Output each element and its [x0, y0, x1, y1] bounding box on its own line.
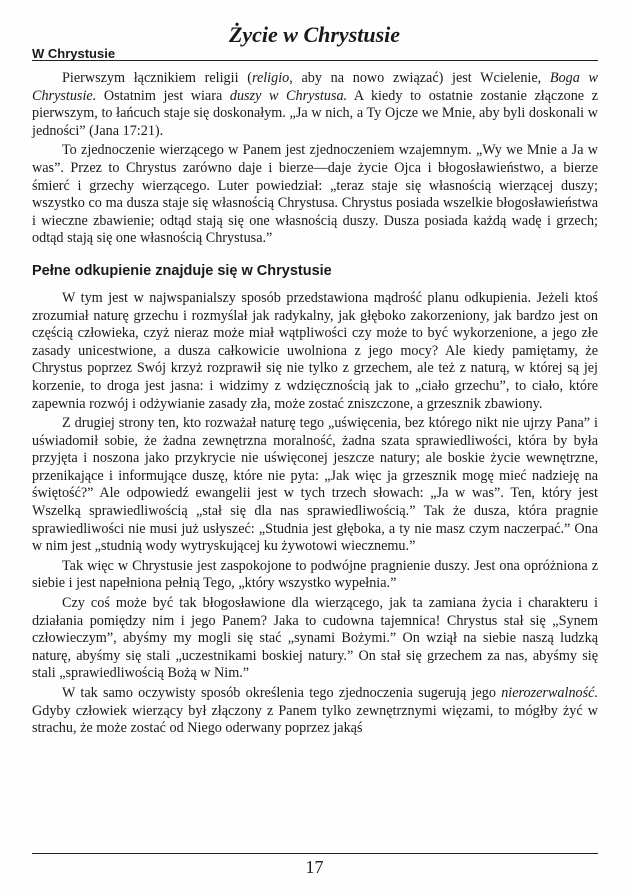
page-title: Życie w Chrystusie	[228, 22, 401, 47]
text-span: Gdyby człowiek wierzący był złączony z Panem tylko zewnętrznymi więzami, to mógłby żyć w strachu, że może zostać od Niego oderwany poprzez jakąś	[32, 702, 598, 737]
italic-term: religio	[251, 70, 290, 86]
section-heading: Pełne odkupienie znajduje się w Chrystusie	[32, 262, 332, 279]
paragraph-5: Tak więc w Chrystusie jest zaspokojone to podwójne pragnienie duszy. Jest ona opróżniona z siebie i jest napełniona pełnią Tego, „który wszystko wypełnia.”	[32, 557, 598, 592]
italic-term: Boga w Chrystusie.	[32, 70, 599, 104]
running-section-label: W Chrystusie	[32, 46, 116, 61]
text-span: Pierwszym łącznikiem religii (	[62, 70, 252, 86]
paragraph-2: To zjednoczenie wierzącego w Panem jest zjednoczeniem wzajemnym. „Wy we Mnie a Ja w was”. Przez to Chrystus zarówno daje i bierze—daje życie Ojca i błogosławieństwo, a bierze śmierć i grzechy wierzącego. Luter powiedział: „teraz staje się własnością wierzącej duszy; wszystko co ma dusza staje się własnością Chrystusa. Chrystus posiada wszelkie błogosławieństwa i wieczne zbawienie; odtąd stają się one własnością duszy. Dusza posiada każdą wadę i grzech; odtąd stają się one własnością Chrystusa.”	[32, 142, 598, 247]
paragraph-1	[32, 70, 598, 140]
text-span: W tak samo oczywisty sposób określenia tego zjednoczenia sugerują jego	[62, 685, 502, 701]
page-number: 17	[305, 857, 324, 877]
footer-divider	[32, 853, 598, 854]
paragraph-3: W tym jest w najwspanialszy sposób przedstawiona mądrość planu odkupienia. Jeżeli ktoś zrozumiał naturę grzechu i rozmyślał jak radykalny, jak głęboko zakorzeniony, jak bardzo jest on częścią człowieka, czyż nieraz może miał wątpliwości czy może to być wykorzenione, a jego złe zasady unicestwione, a dusza całkowicie uwolniona z jego mocy? Ale kiedy pamiętamy, że Chrystus poprzez Swój krzyż rozprawił się nie tylko z grzechem, ale też z naturą, w której są jej korzenie, to droga jest jasna: i widzimy z wdzięcznością jak to „ciało grzechu”, to ciało, które zapewnia rozwój i odżywianie zasady zła, może zostać zniszczone, a grzesznik zbawiony.	[32, 289, 598, 412]
text-span: A kiedy to ostatnie zostanie złączone z pierwszym, to łańcuch staje się doskonałym. „Ja w nich, a Ty Ojcze we Mnie, aby byli doskonali w jedności” (Jana 17:21).	[32, 87, 598, 139]
italic-term: nierozerwalność.	[501, 685, 598, 701]
italic-term: duszy w Chrystusa.	[229, 87, 348, 104]
header-divider	[32, 60, 598, 61]
paragraph-4: Z drugiej strony ten, kto rozważał naturę tego „uświęcenia, bez którego nikt nie ujrzy Pana” i uświadomił sobie, że żadna zewnętrzna moralność, żadna szata sprawiedliwości, która by była przyjęta i noszona jako przykrycie nie uświęconej jeszcze natury; ale boskie życie wewnętrzne, przenikające i informujące duszę, które nie pyta: „Jak więc ja grzesznik mogę mieć nadzieję na świętość?” Ale odpowiedź ewangelii jest w tych trzech słowach: „Ja w was”. Ten, który jest Wszelką sprawiedliwością „stał się dla nas sprawiedliwością.” Tak że dusza, która pragnie sprawiedliwości nie musi już usłyszeć: „Studnia jest głęboka, a ty nie masz czym naczerpać.” Ona w nim jest „studnią wody wytryskującej ku żywotowi wiecznemu.”	[32, 415, 598, 555]
text-span: Ostatnim jest wiara	[96, 87, 230, 104]
paragraph-7	[32, 685, 598, 738]
text-span: , aby na nowo związać) jest Wcielenie,	[289, 70, 550, 86]
page-body	[32, 70, 598, 738]
paragraph-6: Czy coś może być tak błogosławione dla wierzącego, jak ta zamiana życia i charakteru i działania pomiędzy nim i jego Panem? Jaka to cudowna tajemnica! Chrystus stał się „Synem człowieczym”, abyśmy my mogli się stać „synami Bożymi.” On wziął na siebie naszą ludzką naturę, abyśmy się stali „uczestnikami boskiej natury.” On stał się grzechem za nas, abyśmy się stali „sprawiedliwością Bożą w Nim.”	[32, 595, 598, 682]
